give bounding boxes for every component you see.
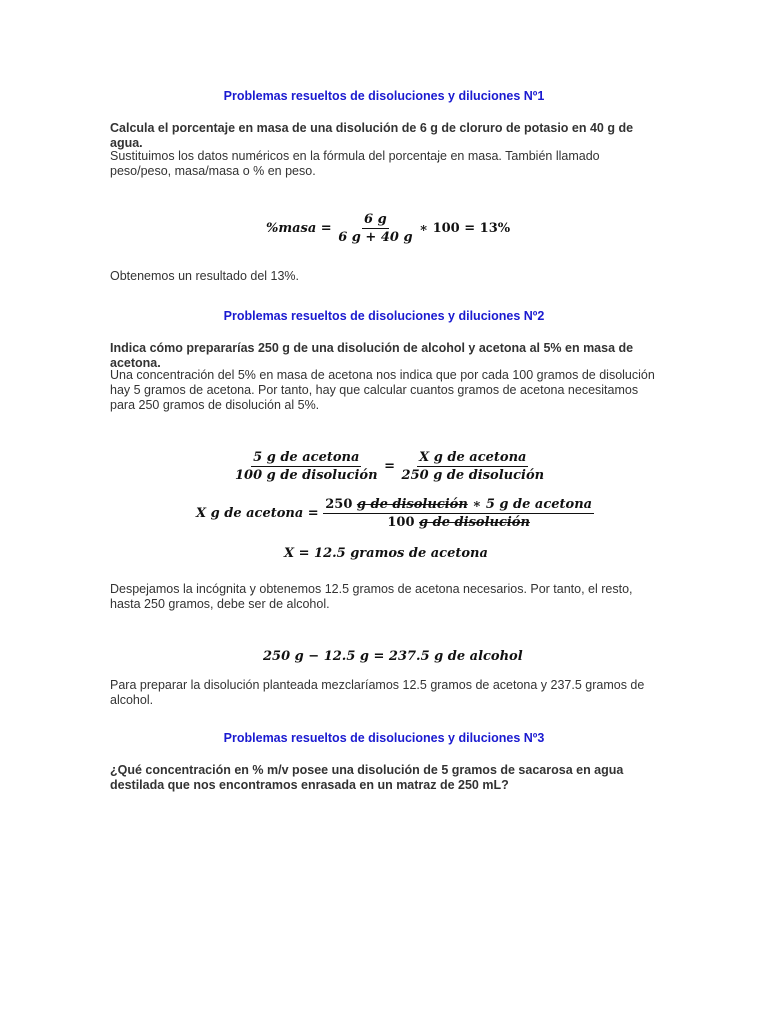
formula-3-lhs: X g de acetona =	[196, 506, 319, 521]
formula-2-numerator-right: X g de acetona	[419, 450, 527, 465]
formula-2-equals: =	[384, 459, 395, 474]
section-3-question: ¿Qué concentración en % m/v posee una disolución de 5 gramos de sacarosa en agua destilada que nos encontramos enrasada en un matraz de 250 mL?	[110, 763, 624, 792]
formula-1-fraction	[336, 212, 414, 245]
formula-3-numerator	[323, 497, 594, 514]
section-2-question: Indica cómo prepararías 250 g de una disolución de alcohol y acetona al 5% en masa de acetona.	[110, 341, 634, 370]
formula-5: 250 g − 12.5 g = 237.5 g de alcohol	[263, 649, 523, 664]
formula-1-denominator: 6 g + 40 g	[338, 230, 413, 245]
formula-3-den-value: 100	[387, 515, 415, 530]
section-2-conclusion: Para preparar la disolución planteada mezclaríamos 12.5 gramos de acetona y 237.5 gramos de alcohol.	[110, 678, 645, 707]
formula-1-rhs: ∗ 100 = 13%	[419, 221, 511, 236]
section-2-result: Despejamos la incógnita y obtenemos 12.5 gramos de acetona necesarios. Por tanto, el resto, hasta 250 gramos, debe ser de alcohol.	[110, 582, 633, 611]
formula-3-num-cancelled: g de disolución	[356, 497, 468, 512]
formula-2-denominator-right: 250 g de disolución	[401, 468, 545, 483]
section-3-heading: Problemas resueltos de disoluciones y diluciones Nº3	[223, 731, 545, 745]
section-1-explanation: Sustituimos los datos numéricos en la fórmula del porcentaje en masa. También llamado peso/peso, masa/masa o % en peso.	[110, 149, 600, 178]
formula-3	[196, 497, 594, 530]
formula-2-numerator-left: 5 g de acetona	[253, 450, 360, 465]
formula-2-denominator-left: 100 g de disolución	[235, 468, 378, 483]
section-2-heading: Problemas resueltos de disoluciones y diluciones Nº2	[223, 309, 545, 323]
formula-3-num-value: 250	[325, 497, 353, 512]
section-1-question: Calcula el porcentaje en masa de una disolución de 6 g de cloruro de potasio en 40 g de agua.	[110, 121, 634, 150]
formula-3-num-rest: ∗ 5 g de acetona	[472, 497, 593, 512]
section-1-heading: Problemas resueltos de disoluciones y diluciones Nº1	[223, 89, 545, 103]
formula-3-fraction	[323, 497, 594, 530]
formula-1-numerator: 6 g	[364, 212, 387, 227]
formula-2-fraction-right	[400, 450, 547, 483]
formula-3-den-cancelled: g de disolución	[419, 515, 530, 530]
section-2-explanation: Una concentración del 5% en masa de acetona nos indica que por cada 100 gramos de disolución hay 5 gramos de acetona. Por tanto, hay que calcular cuantos gramos de acetona necesitamos para 250 gramos de disolución al 5%.	[110, 368, 655, 412]
formula-4: X = 12.5 gramos de acetona	[284, 546, 488, 561]
formula-2	[233, 450, 546, 483]
formula-1-lhs: %masa =	[266, 221, 332, 236]
formula-1	[266, 212, 510, 245]
formula-2-fraction-left	[233, 450, 380, 483]
formula-3-denominator	[385, 514, 532, 530]
section-1-result: Obtenemos un resultado del 13%.	[110, 269, 300, 283]
